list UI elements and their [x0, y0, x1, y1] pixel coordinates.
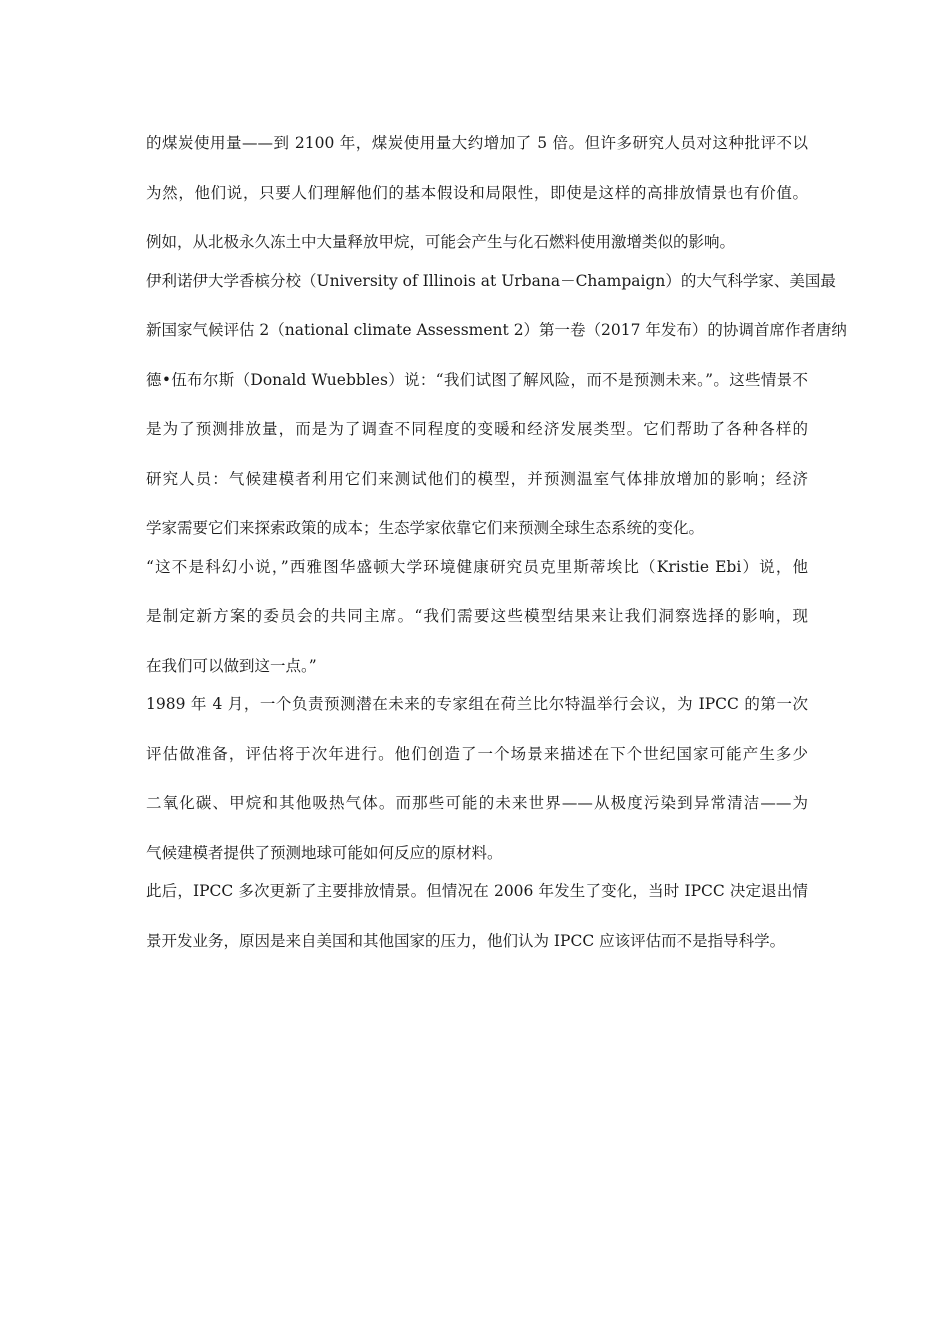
paragraph-line: 气候建模者提供了预测地球可能如何反应的原材料。 [146, 843, 503, 862]
paragraph-line: 的煤炭使用量——到 2100 年，煤炭使用量大约增加了 5 倍。但许多研究人员对这种批评不以 [146, 134, 808, 152]
paragraph-line: 新国家气候评估 2（national climate Assessment 2）第一卷（2017 年发布）的协调首席作者唐纳 [146, 321, 847, 339]
paragraph-5 [146, 867, 808, 966]
paragraph-line: 此后，IPCC 多次更新了主要排放情景。但情况在 2006 年发生了变化，当时 IPCC 决定退出情 [146, 882, 808, 900]
paragraph-line: 德•伍布尔斯（Donald Wuebbles）说：“我们试图了解风险，而不是预测未来。”。这些情景不 [146, 370, 808, 389]
paragraph-2 [146, 257, 847, 554]
paragraph-line: 在我们可以做到这一点。” [146, 656, 317, 675]
paragraph-line: “这不是科幻小说，”西雅图华盛顿大学环境健康研究员克里斯蒂埃比（Kristie Ebi）说，他 [146, 557, 808, 576]
paragraph-line: 景开发业务，原因是来自美国和其他国家的压力，他们认为 IPCC 应该评估而不是指导科学。 [146, 931, 786, 950]
paragraph-line: 二氧化碳、甲烷和其他吸热气体。而那些可能的未来世界——从极度污染到异常清洁——为 [146, 794, 808, 812]
paragraph-line: 1989 年 4 月，一个负责预测潜在未来的专家组在荷兰比尔特温举行会议，为 IPCC 的第一次 [146, 695, 808, 713]
paragraph-3 [146, 543, 808, 692]
paragraph-line: 是制定新方案的委员会的共同主席。“我们需要这些模型结果来让我们洞察选择的影响，现 [146, 607, 808, 625]
paragraph-4 [146, 680, 808, 878]
paragraph-1 [146, 119, 808, 268]
paragraph-line: 伊利诺伊大学香槟分校（University of Illinois at Urbana－Champaign）的大气科学家、美国最 [146, 271, 836, 290]
paragraph-line: 例如，从北极永久冻土中大量释放甲烷，可能会产生与化石燃料使用激增类似的影响。 [146, 233, 736, 251]
document-body [146, 119, 847, 966]
paragraph-line: 研究人员：气候建模者利用它们来测试他们的模型，并预测温室气体排放增加的影响；经济 [146, 469, 808, 488]
paragraph-line: 学家需要它们来探索政策的成本；生态学家依靠它们来预测全球生态系统的变化。 [146, 519, 705, 537]
paragraph-line: 评估做准备，评估将于次年进行。他们创造了一个场景来描述在下个世纪国家可能产生多少 [146, 744, 808, 763]
paragraph-line: 是为了预测排放量，而是为了调查不同程度的变暖和经济发展类型。它们帮助了各种各样的 [146, 420, 808, 438]
paragraph-line: 为然，他们说，只要人们理解他们的基本假设和局限性，即使是这样的高排放情景也有价值。 [146, 183, 808, 202]
